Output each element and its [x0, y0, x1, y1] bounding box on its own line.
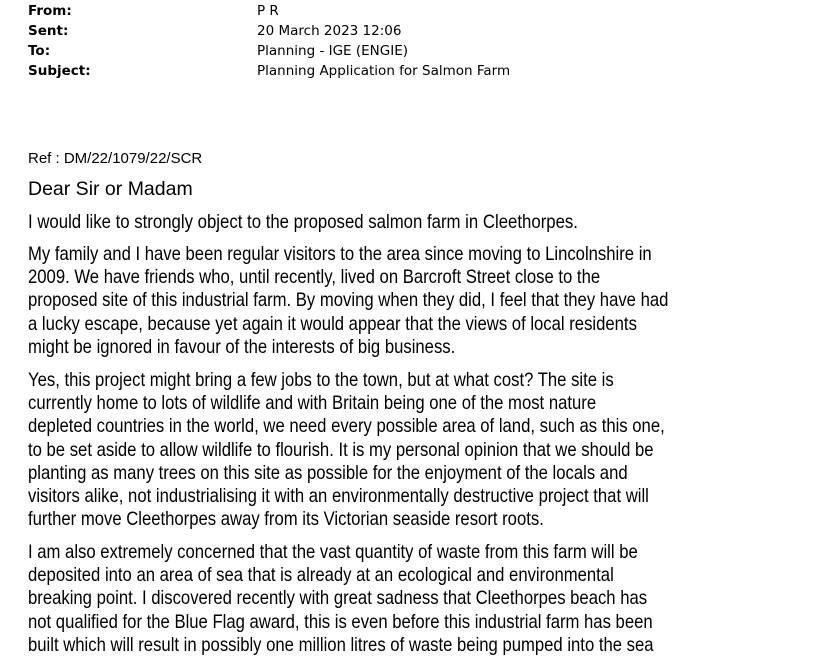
paragraph-line: planting as many trees on this site as possible for the enjoyment of the locals and — [28, 461, 628, 484]
to-label: To: — [28, 43, 51, 59]
paragraph-line: proposed site of this industrial farm. By moving when they did, I feel that they have had — [28, 289, 669, 312]
paragraph-line: 2009. We have friends who, until recently, lived on Barcroft Street close to the — [28, 266, 601, 289]
paragraph-line: currently home to lots of wildlife and with Britain being one of the most nature — [28, 392, 597, 415]
paragraph-waste — [28, 541, 654, 657]
paragraph-family — [28, 243, 668, 359]
subject-label: Subject: — [28, 63, 91, 79]
from-label: From: — [28, 3, 72, 19]
paragraph-line: further move Cleethorpes away from its Victorian seaside resort roots. — [28, 508, 544, 531]
paragraph-line: a lucky escape, because yet again it would appear that the views of local residents — [28, 312, 637, 335]
reference-number: Ref : DM/22/1079/22/SCR — [28, 150, 203, 167]
paragraph-wildlife — [28, 369, 665, 531]
paragraph-line: breaking point. I discovered recently with great sadness that Cleethorpes beach has — [28, 587, 648, 610]
subject-value: Planning Application for Salmon Farm — [257, 63, 511, 79]
paragraph-line: not qualified for the Blue Flag award, this is even before this industrial farm has been — [28, 610, 653, 633]
paragraph-line: Yes, this project might bring a few jobs to the town, but at what cost? The site is — [28, 369, 614, 391]
paragraph-line: might be ignored in favour of the interests of big business. — [28, 335, 456, 358]
from-value: P R — [257, 3, 279, 19]
paragraph-objection — [28, 211, 578, 234]
paragraph-line: I am also extremely concerned that the vast quantity of waste from this farm will be — [28, 541, 638, 563]
paragraph-line: built which will result in possibly one million litres of waste being pumped into the sea — [28, 633, 654, 656]
paragraph-line: visitors alike, not industrialising it with an environmentally destructive project that will — [28, 485, 649, 508]
paragraph-line: I would like to strongly object to the proposed salmon farm in Cleethorpes. — [28, 211, 578, 233]
to-value: Planning - IGE (ENGIE) — [257, 43, 409, 59]
sent-value: 20 March 2023 12:06 — [257, 23, 402, 39]
sent-label: Sent: — [28, 23, 69, 39]
greeting: Dear Sir or Madam — [28, 178, 193, 200]
paragraph-line: My family and I have been regular visitors to the area since moving to Lincolnshire in — [28, 243, 652, 265]
paragraph-line: depleted countries in the world, we need every possible area of land, such as this one, — [28, 415, 665, 438]
paragraph-line: to be set aside to allow wildlife to flourish. It is my personal opinion that we should be — [28, 438, 654, 461]
paragraph-line: deposited into an area of sea that is already at an ecological and environmental — [28, 564, 614, 587]
